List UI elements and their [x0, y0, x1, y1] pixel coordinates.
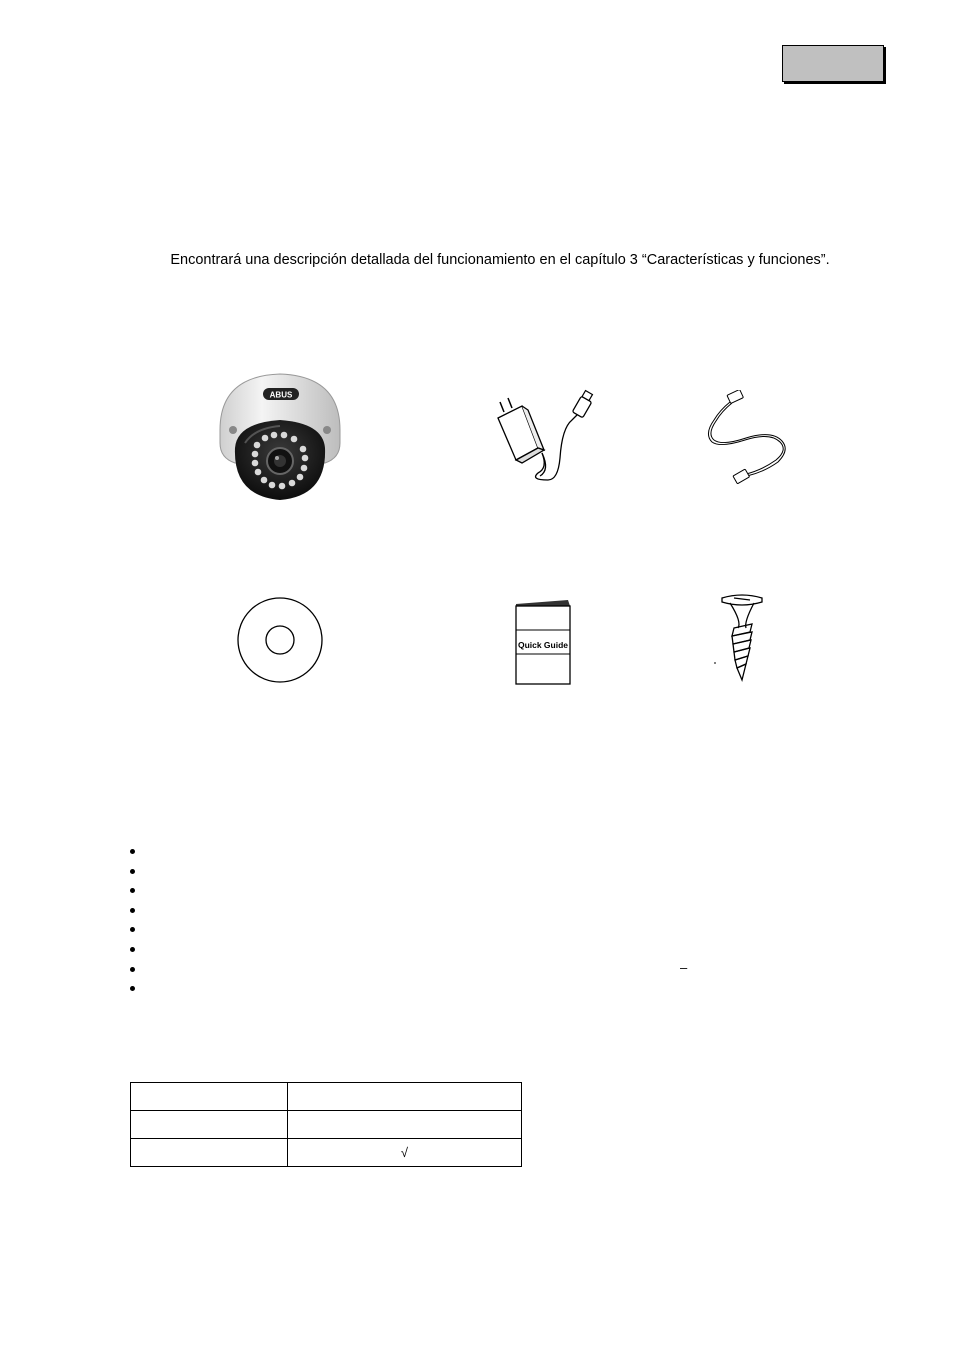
intro-text: Encontrará una descripción detallada del funcionamiento en el capítulo 3 “Características y funciones”.: [170, 252, 830, 268]
quick-guide-booklet-icon: [512, 598, 576, 688]
bullet-icon: [130, 849, 135, 854]
language-tab: [782, 45, 884, 82]
screw-icon: [712, 592, 772, 684]
spec-table: [130, 1082, 522, 1167]
feature-dash: –: [680, 960, 688, 975]
bullet-icon: [130, 967, 135, 972]
bullet-icon: [130, 947, 135, 952]
intro-paragraph: [0, 252, 954, 268]
bullet-icon: [130, 908, 135, 913]
table-cell: [131, 1139, 288, 1167]
table-row: [131, 1111, 522, 1139]
table-cell: [131, 1111, 288, 1139]
bullet-icon: [130, 986, 135, 991]
table-row: [131, 1083, 522, 1111]
bullet-icon: [130, 888, 135, 893]
cd-icon: [236, 596, 324, 684]
bullet-icon: [130, 869, 135, 874]
table-row: [131, 1139, 522, 1167]
camera-brand-label: ABUS: [269, 390, 293, 400]
dome-camera-icon: [215, 368, 345, 508]
table-cell: [288, 1111, 522, 1139]
bullet-icon: [130, 927, 135, 932]
table-cell: [288, 1083, 522, 1111]
quick-guide-label: Quick Guide: [517, 640, 569, 650]
table-cell: [131, 1083, 288, 1111]
network-cable-icon: [700, 390, 790, 490]
table-cell: √: [288, 1139, 522, 1167]
power-adapter-icon: [490, 388, 605, 488]
